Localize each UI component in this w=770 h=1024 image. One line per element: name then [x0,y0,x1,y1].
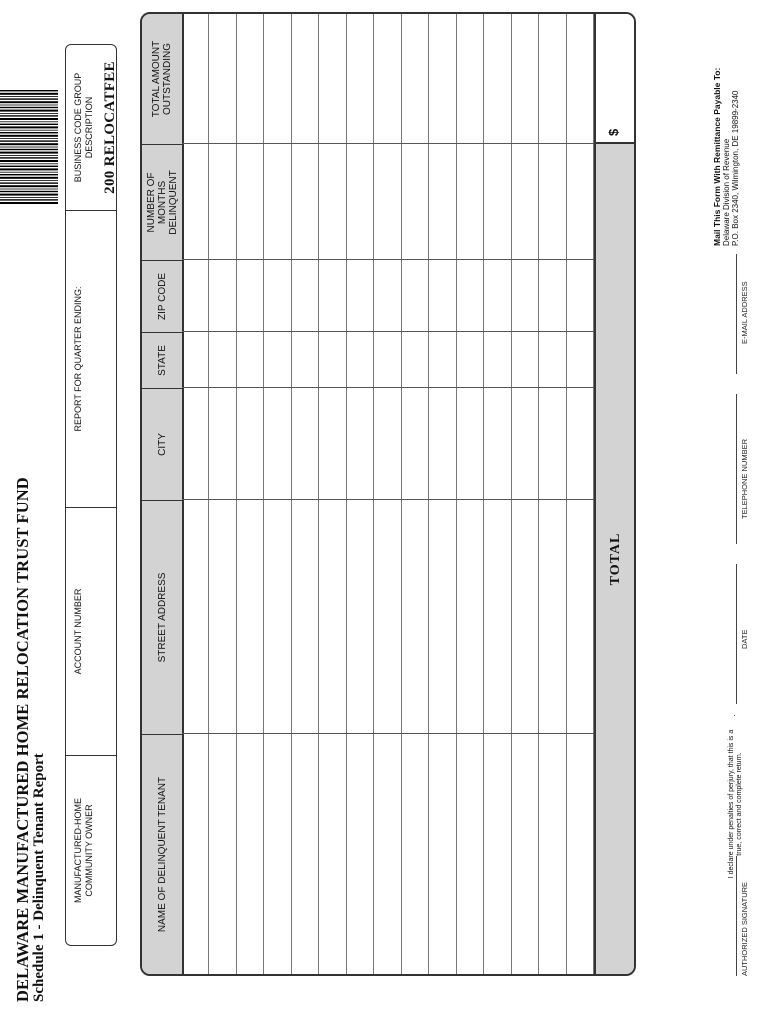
barcode-icon [0,89,58,204]
table-row[interactable] [319,14,346,974]
column-rule [182,259,594,260]
table-row[interactable] [292,14,319,974]
mailing-line-1: Delaware Division of Revenue [722,138,731,246]
table-row[interactable] [182,14,209,974]
authorized-signature-label: AUTHORIZED SIGNATURE [740,881,749,976]
header-fields-box [65,44,117,946]
total-label: TOTAL [608,532,623,586]
table-row[interactable] [457,14,484,974]
column-rule [182,143,594,144]
mailing-title: Mail This Form With Remittance Payable To: [712,67,722,246]
date-line[interactable] [736,564,737,704]
total-currency: $ [606,128,621,136]
email-label: E-MAIL ADDRESS [740,281,749,344]
table-row[interactable] [484,14,511,974]
account-number-field[interactable] [66,507,116,755]
date-label: DATE [740,629,749,649]
quarter-ending-label: REPORT FOR QUARTER ENDING: [73,286,83,432]
col-total-outstanding: TOTAL AMOUNT OUTSTANDING [151,40,173,118]
email-line[interactable] [736,254,737,374]
business-code-value: 200 RELOCATFEE [102,61,118,194]
column-rule [182,499,594,500]
form-title: DELAWARE MANUFACTURED HOME RELOCATION TRUST FUND [13,477,32,1002]
table-row[interactable] [539,14,566,974]
col-zip-code: ZIP CODE [142,260,182,332]
table-row[interactable] [237,14,264,974]
table-row[interactable] [209,14,236,974]
col-tenant-name: NAME OF DELINQUENT TENANT [142,734,182,974]
telephone-line[interactable] [736,394,737,544]
table-row[interactable] [347,14,374,974]
separator-dot: · [730,714,739,717]
col-city: CITY [142,388,182,500]
table-row[interactable] [402,14,429,974]
business-code-label: BUSINESS CODE GROUP DESCRIPTION [73,72,94,183]
total-row [594,14,636,974]
mailing-line-2: P.O. Box 2340, Wilmington, DE 19899-2340 [731,90,740,246]
delinquent-tenant-table [140,12,636,976]
table-row[interactable] [374,14,401,974]
table-body [182,14,594,974]
col-state: STATE [142,332,182,388]
table-row[interactable] [429,14,456,974]
business-code-field [66,45,116,210]
column-rule [182,331,594,332]
form-subtitle: Schedule 1 - Delinquent Tenant Report [31,753,47,1002]
table-row[interactable] [567,14,594,974]
quarter-ending-field[interactable] [66,210,116,507]
community-owner-field[interactable] [66,755,116,945]
col-months-delinquent: NUMBER OF MONTHS DELINQUENT [142,144,182,260]
column-rule [182,387,594,388]
community-owner-label: MANUFACTURED-HOME COMMUNITY OWNER [73,798,94,903]
telephone-label: TELEPHONE NUMBER [740,438,749,519]
col-street-address: STREET ADDRESS [142,500,182,734]
table-row[interactable] [512,14,539,974]
total-amount-field[interactable] [596,12,636,144]
table-row[interactable] [264,14,291,974]
perjury-statement: I declare under penalties of perjury, that this is a true, correct and complete return. [728,729,743,879]
column-rule [182,733,594,734]
account-number-label: ACCOUNT NUMBER [73,588,83,675]
table-header [142,14,184,974]
